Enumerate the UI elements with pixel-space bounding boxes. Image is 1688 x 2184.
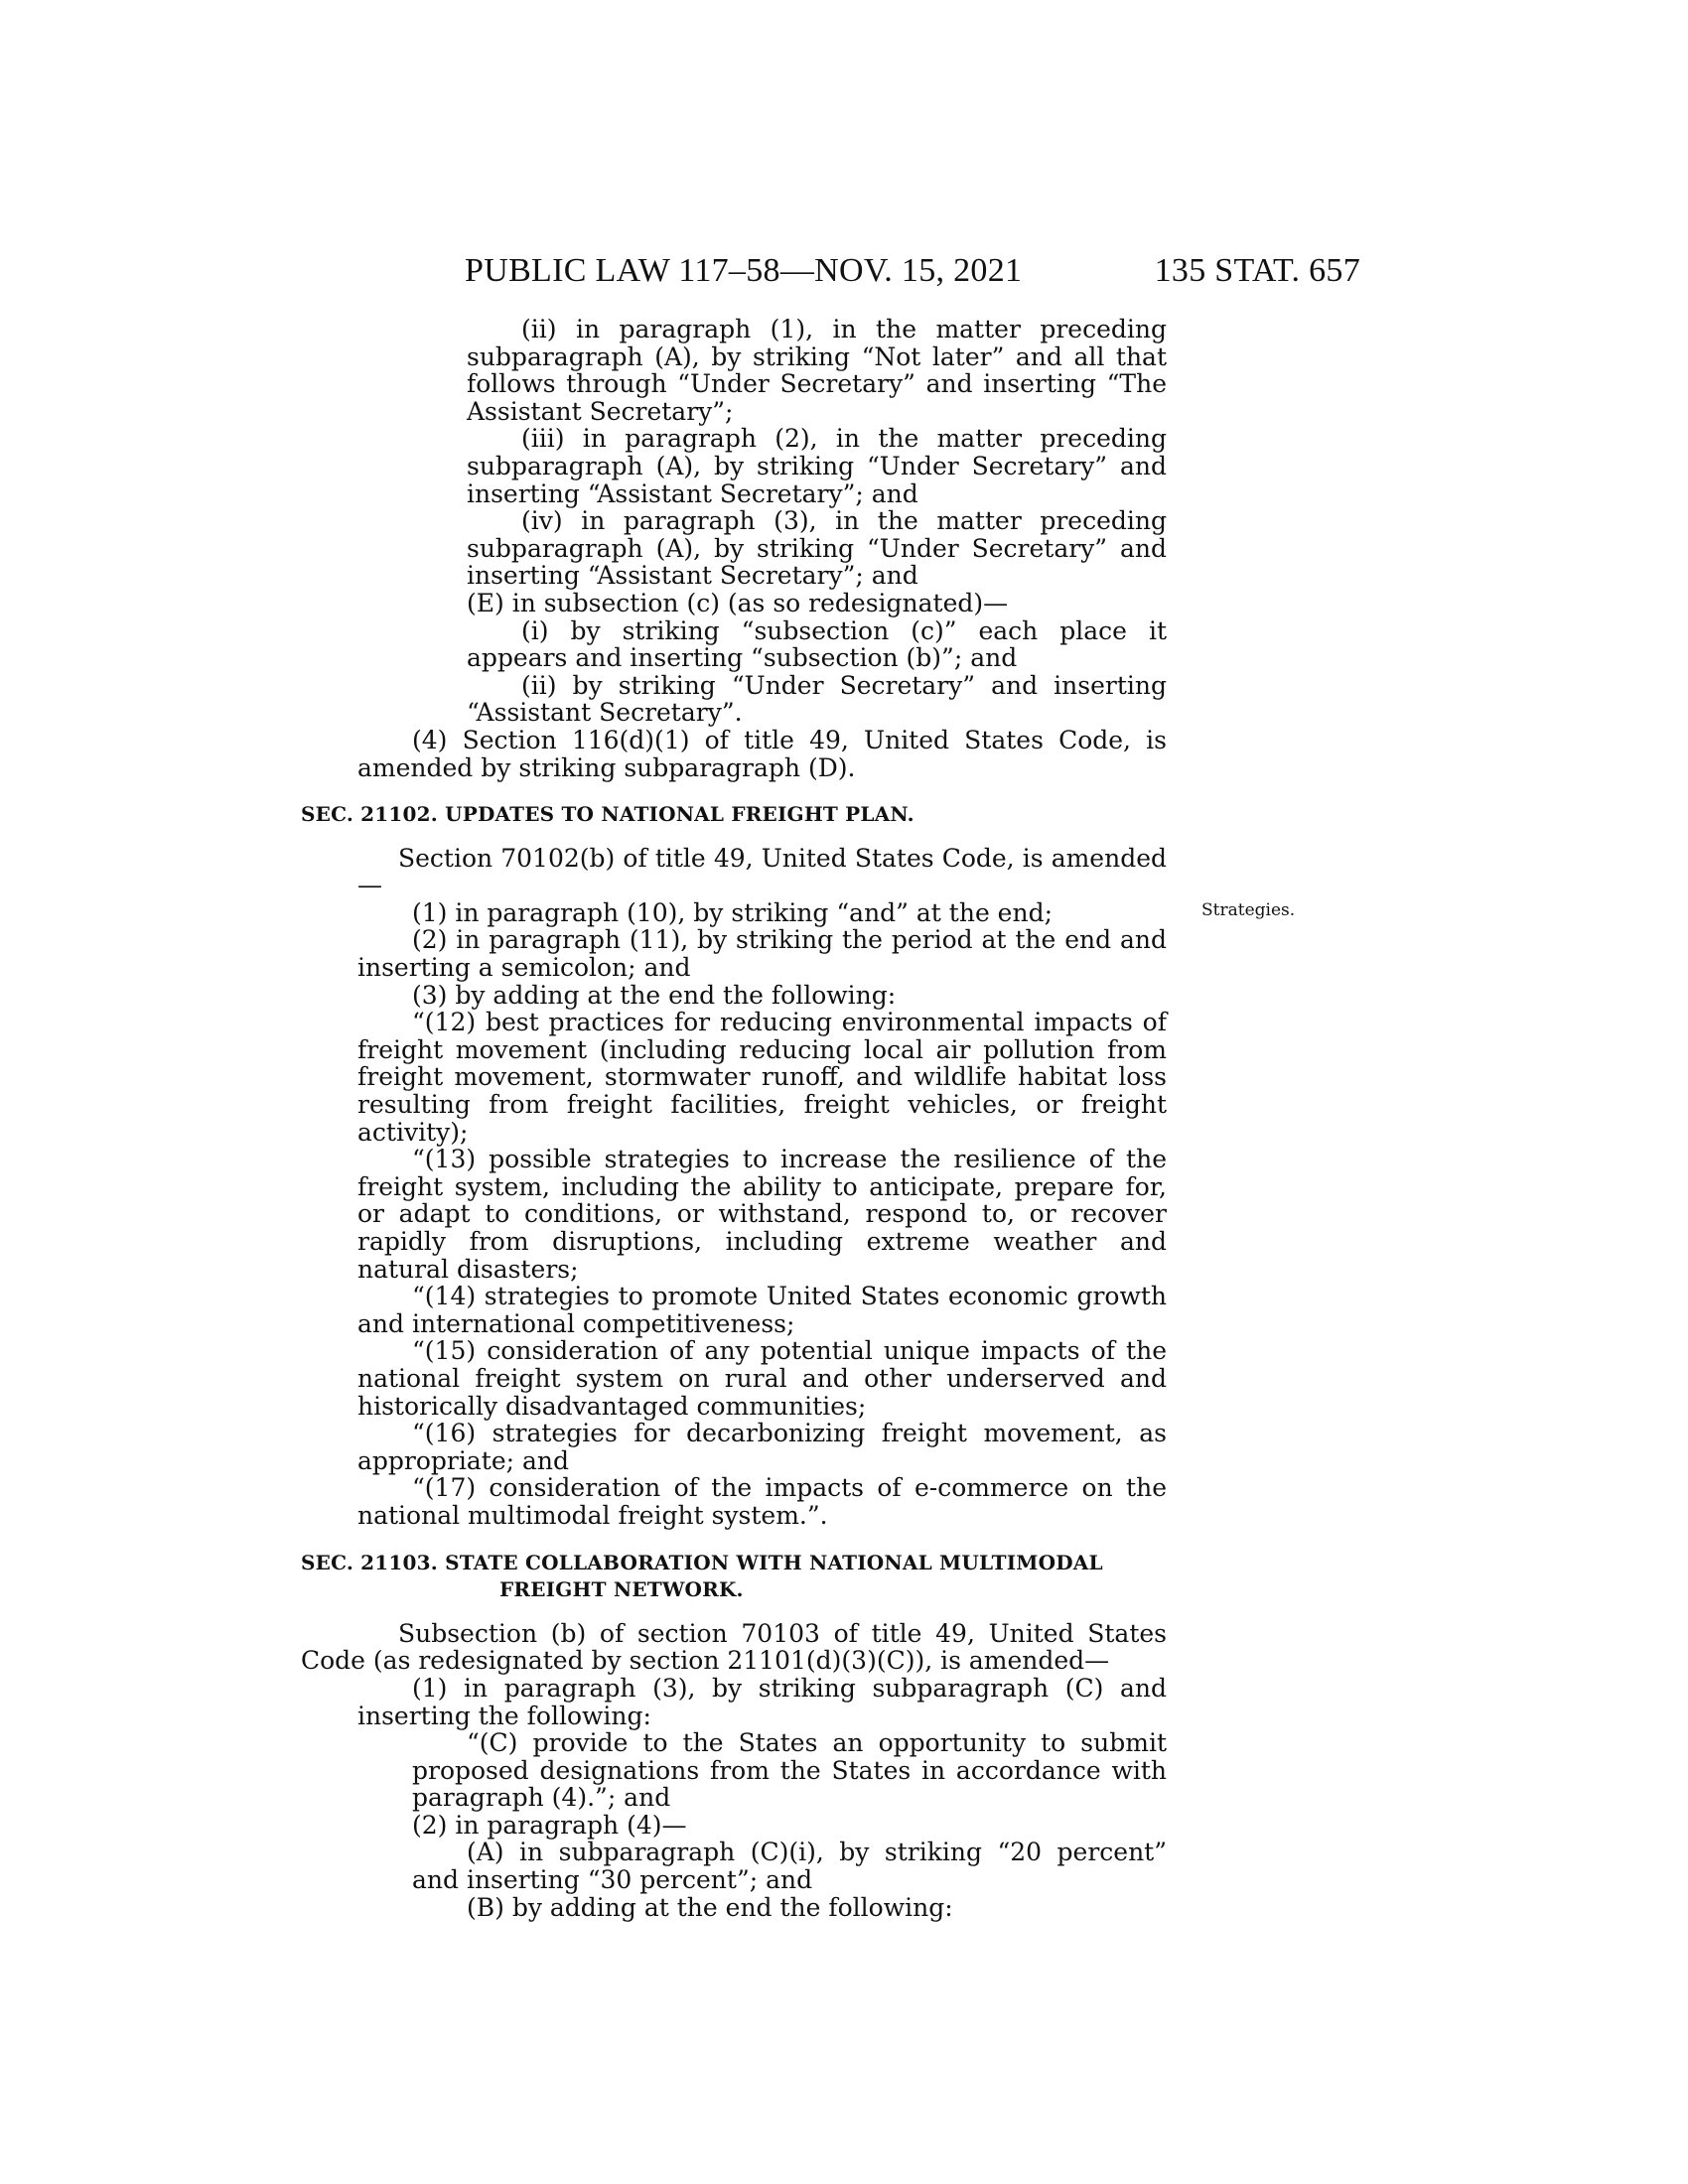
page-body: [301, 315, 1167, 1922]
sec21103-para-1: (1) in paragraph (3), by striking subparagraph (C) and inserting the following:: [357, 1673, 1167, 1730]
header-title: PUBLIC LAW 117–58—NOV. 15, 2021: [465, 252, 1023, 289]
subparagraph-e: (E) in subsection (c) (as so redesignated)—: [467, 588, 1009, 617]
section-heading-21103: [301, 1550, 1167, 1604]
clause-iv: (iv) in paragraph (3), in the matter preceding subparagraph (A), by striking “Under Secretary” and inserting “Assistant Secretary”; and: [467, 506, 1167, 591]
running-header: [465, 252, 1360, 292]
sec21102-para-13: “(13) possible strategies to increase the resilience of the freight system, including the ability to anticipate, prepare for, or adapt to conditions, or withstand, respond to, or recover rapidly from disruptions, including extreme weather and natural disasters;: [357, 1145, 1167, 1284]
sec21102-para-1: (1) in paragraph (10), by striking “and” at the end;: [412, 897, 1054, 927]
sec21102-para-3: (3) by adding at the end the following:: [412, 980, 897, 1010]
section-heading-21102: SEC. 21102. UPDATES TO NATIONAL FREIGHT PLAN.: [301, 802, 914, 827]
clause-ii-b: (ii) by striking “Under Secretary” and inserting “Assistant Secretary”.: [467, 670, 1167, 728]
sec21103-subpara-b: (B) by adding at the end the following:: [467, 1892, 953, 1922]
section-heading-21103-line2: FREIGHT NETWORK.: [499, 1577, 744, 1602]
section-heading-21103-line1: SEC. 21103. STATE COLLABORATION WITH NATIONAL MULTIMODAL: [301, 1550, 1103, 1574]
sec21103-subpara-a: (A) in subparagraph (C)(i), by striking “20 percent” and inserting “30 percent”; and: [412, 1838, 1167, 1895]
sec21102-para-12: “(12) best practices for reducing environmental impacts of freight movement (including reducing local air pollution from freight movement, stormwater runoff, and wildlife habitat loss resulting from freight facilities, freight vehicles, or freight activity);: [357, 1008, 1167, 1147]
header-page-number: 135 STAT. 657: [1154, 252, 1360, 289]
clause-i: (i) by striking “subsection (c)” each place it appears and inserting “subsection (b)”; and: [467, 615, 1167, 673]
sec21103-subpara-c: “(C) provide to the States an opportunity to submit proposed designations from the States in accordance with paragraph (4).”; and: [412, 1728, 1167, 1813]
sec21102-para-17: “(17) consideration of the impacts of e-commerce on the national multimodal freight system.”.: [357, 1473, 1167, 1530]
clause-iii: (iii) in paragraph (2), in the matter preceding subparagraph (A), by striking “Under Secretary” and inserting “Assistant Secretary”; and: [467, 424, 1167, 508]
margin-note: Strategies.: [1201, 900, 1296, 920]
sec21102-para-16: “(16) strategies for decarbonizing freight movement, as appropriate; and: [357, 1419, 1167, 1475]
sec21102-para-2: (2) in paragraph (11), by striking the period at the end and inserting a semicolon; and: [357, 925, 1167, 983]
sec21102-intro: Section 70102(b) of title 49, United States Code, is amended—: [357, 843, 1167, 900]
sec21102-para-14: “(14) strategies to promote United States economic growth and international competitiveness;: [357, 1282, 1167, 1338]
sec21103-para-2: (2) in paragraph (4)—: [412, 1810, 687, 1840]
sec21102-para-15: “(15) consideration of any potential unique impacts of the national freight system on rural and other underserved and historically disadvantaged communities;: [357, 1336, 1167, 1421]
sec21103-intro: Subsection (b) of section 70103 of title 49, United States Code (as redesignated by section 21101(d)(3)(C)), is amended—: [301, 1618, 1167, 1676]
paragraph-4: (4) Section 116(d)(1) of title 49, United States Code, is amended by striking subparagraph (D).: [357, 725, 1167, 782]
clause-ii: (ii) in paragraph (1), in the matter preceding subparagraph (A), by striking “Not later” and all that follows through “Under Secretary” and inserting “The Assistant Secretary”;: [467, 315, 1167, 426]
